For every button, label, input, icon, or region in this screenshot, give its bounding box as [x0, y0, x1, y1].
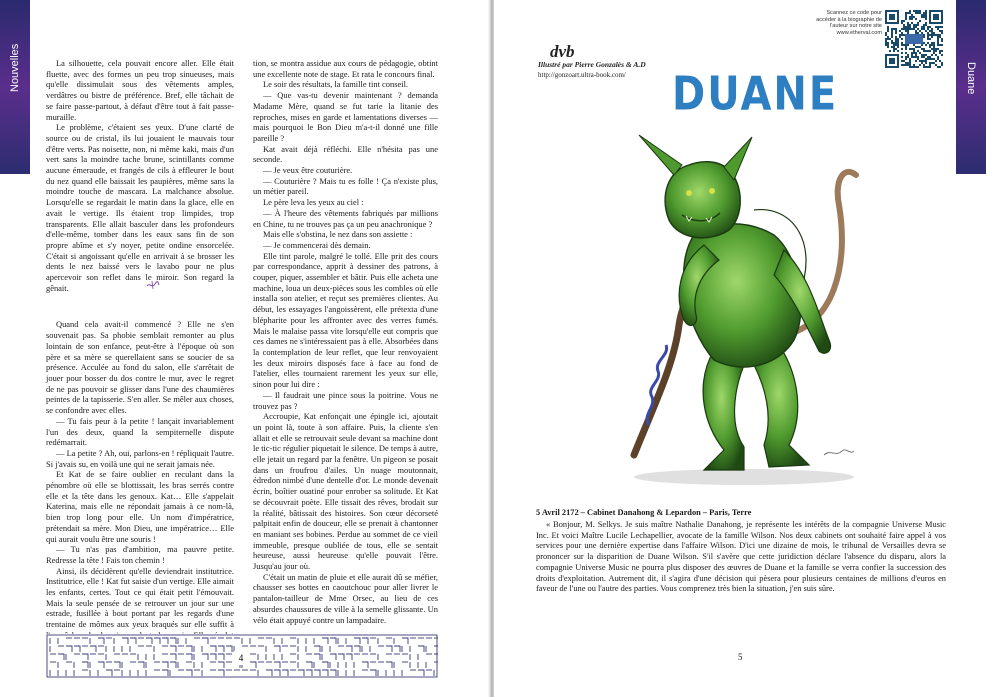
- paragraph: — La petite ? Ah, oui, parlons-en ! répliquait l'autre. Si j'avais su, en voilà une qui ne serait jamais née.: [46, 447, 234, 469]
- paragraph: — Je commencerai dès demain.: [263, 239, 371, 250]
- goblin-creature-illustration: [594, 125, 894, 495]
- text-column-1: [46, 58, 234, 651]
- paragraph: Le père leva les yeux au ciel :: [263, 197, 364, 208]
- story-dateline: 5 Avril 2172 – Cabinet Danahong & Lepardon – Paris, Terre: [536, 508, 752, 517]
- paragraph: Ainsi, ils décidèrent qu'elle deviendrait institutrice. Institutrice, elle ! Kat fut saisie d'un vertige. Elle aimait les enfants, certes. Tout ce qui était petit l'émouvait. Mais la seule pensée de se retrouver un jour sur une estrade, fusillée à bout portant par les regards d'une trentaine de mômes aux yeux braqués sur elle suffit à: [46, 565, 234, 630]
- section-tab-label: Nouvelles: [9, 43, 21, 92]
- paragraph: — Tu n'as pas d'ambition, ma pauvre petite. Redresse la tête ! Fais ton chemin !: [46, 544, 234, 565]
- paragraph: Accroupie, Kat enfonçait une épingle ici, ajoutait un point là, toute à son affaire. Puis, la cliente s'en allait et elle se retrouvait seule devant sa machine dont le tic-tic régulier piquetait le silence. De temps à autre, elle jetait un regard par la fenêtre. Un pigeon se posait dans un froufrou d'ailes. Un nuage moutonnait, édredon nimbé d'une dentelle d'or. Le monde devenait écrin, boîtier ouatiné pour enrober sa solitude. Et Kat se découvrait poète. Elle tissait des rêves, brodait sur la réalité, bâtissait des histoires. Son cœur décorseté palpitait enfin de douceur, elle se prenait à chantonner en maniant ses bobines. Perdue au sommet de ce vieil immeuble, presque oubliée de tous, elle se sentait heureuse, aussi heureuse qu'elle pouvait l'être. Jusqu'au jour où.: [253, 411, 438, 572]
- paragraph: Mais elle s'obstina, le nez dans son assiette :: [263, 229, 413, 240]
- section-tab-duane[interactable]: [956, 0, 986, 174]
- illustrator-link[interactable]: http://gonzoart.ultra-book.com/: [538, 71, 626, 79]
- paragraph: — Couturière ? Mais tu es folle ! Ça n'existe plus, un métier pareil.: [253, 175, 438, 197]
- left-page: [0, 0, 490, 697]
- section-tab-nouvelles[interactable]: [0, 0, 30, 174]
- story-title: DUANE: [672, 68, 839, 121]
- paragraph: — Il faudrait une pince sous la poitrine. Vous ne trouvez pas ?: [253, 389, 438, 411]
- paragraph: C'était un matin de pluie et elle aurait dû se méfier, chausser ses bottes en caoutchouc pour aller livrer le pantalon-tailleur de Mme Orsec, au lieu de ces absurdes chaussures de ville à la semelle glissante. Un vélo était appuyé contre un lampadaire.: [253, 571, 438, 625]
- section-tab-label: Duane: [965, 62, 977, 95]
- story-opening-paragraph: « Bonjour, M. Selkys. Je suis maître Nathalie Danahong, je représente les intérêts de la compagnie Universe Music Inc. Et voici Maître Lucile Lechapellier, avocate de la famille Wilson. Nos deux cabinets ont souhaité faire appel à vos services pour une dernière expertise dans l'affaire Wilson. D'ici une dizaine de mois, le tribunal de Versailles devra se prononcer sur la disparition de Duane Wilson. S'il s'avère que cette juridiction déclare l'absence du disparu, alors la compagnie Universe Music ne pourra plus disposer des œuvres de Duane et la famille se verra confier la succession des droits d'exploitation. Autrement dit, il s'agira d'une décision qui pèsera pour plusieurs centaines de millions d'euros en faveur de l'une ou l'autre des parties. Vous comprenez très bien la situation, j'en suis sûre.: [536, 520, 946, 594]
- paragraph: Le soir des résultats, la famille tint conseil.: [263, 79, 409, 90]
- text-column-2: [253, 58, 438, 625]
- page-number-left: 4: [234, 651, 248, 665]
- illustrator-credit: Illustré par Pierre Gonzalès & A.D: [538, 60, 646, 69]
- qr-code-icon[interactable]: [885, 10, 943, 68]
- section-separator-icon: [146, 280, 160, 290]
- paragraph: Quand cela avait-il commencé ? Elle ne s'en souvenait pas. Sa phobie semblait remonter au plus lointain de son enfance, peut-être à l'époque où son père et sa mère se querellaient sans se soucier de sa présence. Acculée au fond du salon, elle s'arrêtait de jouer pour bosser du dos contre le mur, avec le regret de ne pas pouvoir se glisser dans l'une des chaumières peintes de la tapisserie. S'en aller. Se mêler aux choses, se confondre avec elles.: [46, 319, 234, 416]
- paragraph: — Tu fais peur à la petite ! lançait invariablement l'un des deux, quand la sempiternelle dispute redémarrait.: [46, 415, 234, 448]
- paragraph: Le problème, c'étaient ses yeux. D'une clarté de source ou de cristal, ils lui jouaient le mauvais tour d'être verts. Pas noisette, non, ni même kaki, mais d'un vert sans la moindre tache brune, scintillants comme aucune émeraude, et frangés de cils à effleurer le bout du nez quand elle baissait les paupières, même sans la moindre touche de mascara. La malchance absolue. Lorsqu'elle se regardait le matin dans la glace, elle en avait le vertige. Ils étaient trop limpides, trop transparents. Elle allait basculer dans les profondeurs d'elle-même, tomber dans les eaux sans fin de son propre abîme et s'y noyer, petite ondine ensorcelée. C'était si angoissant qu'elle en arrivait à se brosser les dents le nez baissé vers le lavabo pour ne plus apercevoir son reflet dans le miroir. Son regard la gênait.: [46, 122, 234, 293]
- paragraph: Elle tint parole, malgré le tollé. Elle prit des cours par correspondance, apprit à dessiner des patrons, à couper, piquer, assembler et bâtir. Puis elle acheta une machine, loua un deux-pièces sous les combles où elle installa son atelier, et reçut ses premières clientes. Au début, les essayages l'angoissèrent, elle prétexta d'une blépharite pour les affronter avec des verres fumés. Mais le malaise passa vite lorsqu'elle eut compris que ces dames ne s'intéressaient pas à elle. Absorbées dans la contemplation de leur reflet, que leur renvoyaient les deux miroirs disposés face à face au fond de l'atelier, elles tournaient rarement les yeux sur elle, sinon pour lui dire :: [253, 250, 438, 390]
- paragraph: tion, se montra assidue aux cours de pédagogie, obtint une excellente note de stage. Et rata le concours final.: [253, 58, 438, 79]
- author-name: dvb: [550, 42, 575, 61]
- page-number-right: 5: [738, 652, 743, 662]
- paragraph: — À l'heure des vêtements fabriqués par millions en Chine, tu ne trouves pas ça un peu anachronique ?: [253, 207, 438, 229]
- right-page: [494, 0, 986, 697]
- qr-caption: Scannez ce code pour accéder à la biographie de l'auteur sur notre site www.etherval.com: [816, 10, 882, 36]
- paragraph: La silhouette, cela pouvait encore aller. Elle était fluette, avec des formes un peu trop sinueuses, mais qu'elle dissimulait sous des vêtements amples, verdâtres ou bistre de préférence. Bref, elle tâchait de se faire passe-partout, à défaut d'être tout à fait passe-muraille.: [46, 58, 234, 122]
- paragraph: — Que vas-tu devenir maintenant ? demanda Madame Mère, quand se fut tarie la litanie des reproches, mises en garde et lamentations diverses — mais pourquoi le Bon Dieu m'a-t-il donné une fille pareille ?: [253, 90, 438, 143]
- paragraph: Et Kat de se faire oublier en reculant dans la pénombre où elle se blottissait, les bras serrés contre elle et la tête dans les genoux. Kat… Elle s'appelait Katerina, mais elle ne répondait jamais à ce nom-là, bien trop long pour elle. Un nom d'impératrice, prétendait sa mère. Mon Dieu, une impératrice… Elle qui aurait voulu être une souris !: [46, 469, 234, 544]
- paragraph: — Je veux être couturière.: [263, 165, 353, 176]
- paragraph: Kat avait déjà réfléchi. Elle n'hésita pas une seconde.: [253, 143, 438, 165]
